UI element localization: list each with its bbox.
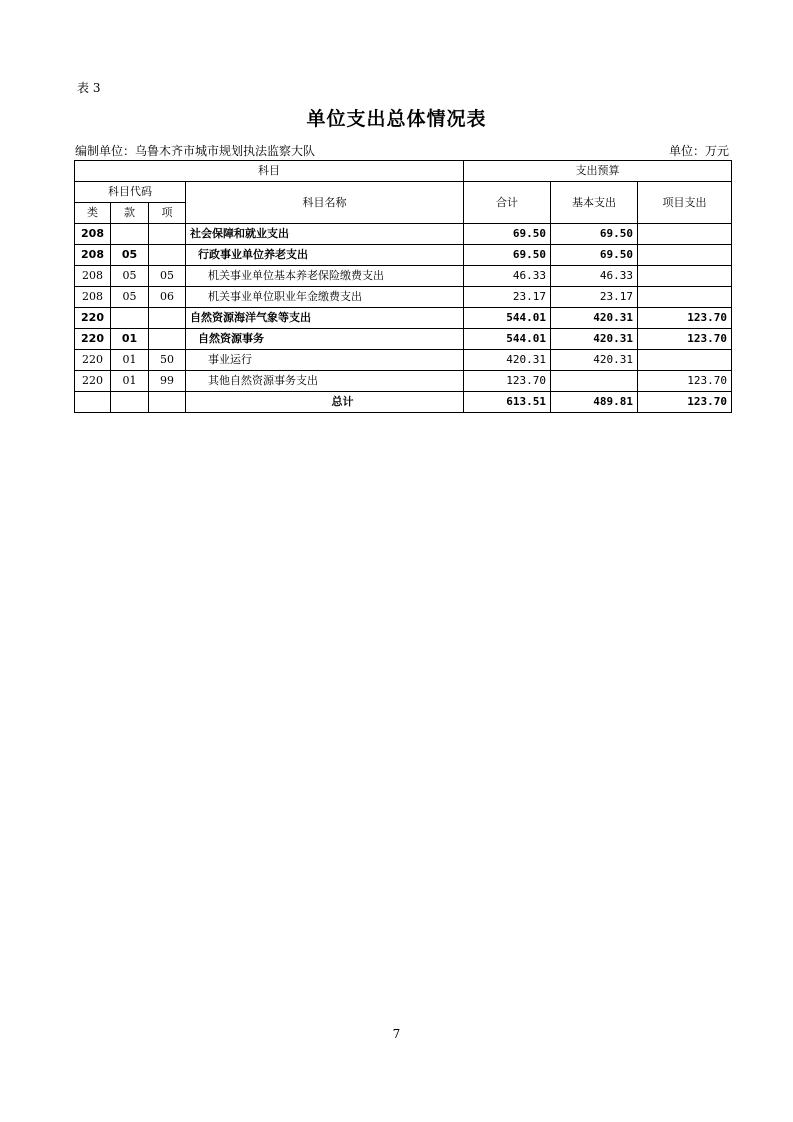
cell-item	[149, 329, 186, 350]
currency-unit-label: 单位：万元	[668, 144, 729, 158]
compiling-unit-label: 编制单位：乌鲁木齐市城市规划执法监察大队	[75, 144, 316, 158]
cell-basic: 489.81	[551, 392, 638, 413]
cell-section: 01	[111, 371, 149, 392]
expenditure-table	[74, 160, 732, 413]
cell-section: 01	[111, 329, 149, 350]
cell-total: 544.01	[464, 308, 551, 329]
cell-project	[638, 350, 732, 371]
cell-category: 220	[75, 371, 111, 392]
cell-total: 613.51	[464, 392, 551, 413]
cell-basic: 23.17	[551, 287, 638, 308]
cell-basic: 420.31	[551, 308, 638, 329]
table-number-label: 表 3	[77, 81, 101, 95]
cell-section	[111, 224, 149, 245]
cell-total: 69.50	[464, 245, 551, 266]
page-number: 7	[392, 1027, 401, 1041]
cell-category: 208	[75, 266, 111, 287]
table-row	[75, 329, 732, 350]
cell-subject-name: 行政事业单位养老支出	[186, 245, 464, 266]
cell-project: 123.70	[638, 371, 732, 392]
cell-section: 05	[111, 266, 149, 287]
cell-item: 50	[149, 350, 186, 371]
cell-project: 123.70	[638, 329, 732, 350]
cell-basic: 69.50	[551, 245, 638, 266]
cell-project	[638, 266, 732, 287]
header-subject-name: 科目名称	[186, 182, 464, 224]
table-row	[75, 245, 732, 266]
cell-basic: 420.31	[551, 329, 638, 350]
cell-category: 208	[75, 287, 111, 308]
header-item: 项	[149, 203, 186, 224]
table-row	[75, 371, 732, 392]
cell-basic: 420.31	[551, 350, 638, 371]
cell-total: 420.31	[464, 350, 551, 371]
cell-section	[111, 308, 149, 329]
table-row	[75, 308, 732, 329]
table-row	[75, 266, 732, 287]
cell-category: 220	[75, 308, 111, 329]
cell-project: 123.70	[638, 392, 732, 413]
cell-item	[149, 308, 186, 329]
header-basic: 基本支出	[551, 182, 638, 224]
cell-section: 01	[111, 350, 149, 371]
cell-item: 99	[149, 371, 186, 392]
cell-item	[149, 245, 186, 266]
total-row	[75, 392, 732, 413]
cell-item	[149, 224, 186, 245]
cell-basic	[551, 371, 638, 392]
cell-total: 123.70	[464, 371, 551, 392]
cell-basic: 69.50	[551, 224, 638, 245]
header-project: 项目支出	[638, 182, 732, 224]
table-header	[75, 161, 732, 224]
cell-subject-name: 自然资源事务	[186, 329, 464, 350]
table-row	[75, 350, 732, 371]
cell-category: 208	[75, 245, 111, 266]
cell-project: 123.70	[638, 308, 732, 329]
cell-total: 46.33	[464, 266, 551, 287]
cell-item: 06	[149, 287, 186, 308]
cell-subject-name: 自然资源海洋气象等支出	[186, 308, 464, 329]
cell-total: 69.50	[464, 224, 551, 245]
cell-category: 220	[75, 329, 111, 350]
cell-item: 05	[149, 266, 186, 287]
table-row	[75, 287, 732, 308]
cell-category: 208	[75, 224, 111, 245]
cell-subject-name: 机关事业单位基本养老保险缴费支出	[186, 266, 464, 287]
cell-total: 544.01	[464, 329, 551, 350]
cell-section	[111, 392, 149, 413]
header-budget: 支出预算	[464, 161, 732, 182]
total-label: 总计	[186, 392, 464, 413]
cell-subject-name: 事业运行	[186, 350, 464, 371]
cell-project	[638, 224, 732, 245]
cell-section: 05	[111, 287, 149, 308]
cell-total: 23.17	[464, 287, 551, 308]
cell-subject-name: 机关事业单位职业年金缴费支出	[186, 287, 464, 308]
cell-category	[75, 392, 111, 413]
table-body	[75, 224, 732, 413]
cell-item	[149, 392, 186, 413]
cell-subject-name: 其他自然资源事务支出	[186, 371, 464, 392]
header-subject: 科目	[75, 161, 464, 182]
page-title: 单位支出总体情况表	[306, 108, 487, 130]
header-section: 款	[111, 203, 149, 224]
table-row	[75, 224, 732, 245]
header-total: 合计	[464, 182, 551, 224]
cell-category: 220	[75, 350, 111, 371]
header-category: 类	[75, 203, 111, 224]
cell-project	[638, 287, 732, 308]
cell-subject-name: 社会保障和就业支出	[186, 224, 464, 245]
cell-section: 05	[111, 245, 149, 266]
cell-basic: 46.33	[551, 266, 638, 287]
header-subject-code: 科目代码	[75, 182, 186, 203]
cell-project	[638, 245, 732, 266]
